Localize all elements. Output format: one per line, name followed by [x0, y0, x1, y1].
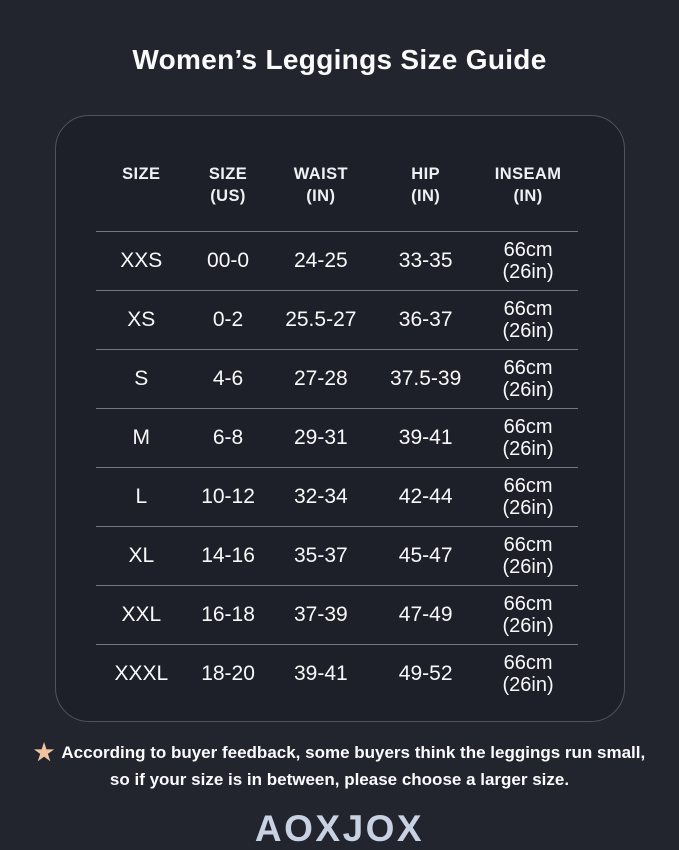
cell-inseam: 66cm (26in) — [502, 592, 554, 637]
table-header-row — [96, 116, 578, 232]
cell-inseam: 66cm (26in) — [502, 238, 554, 283]
cell-waist: 37-39 — [293, 603, 348, 626]
cell-inseam: 66cm (26in) — [502, 651, 554, 696]
page-title: Women’s Leggings Size Guide — [132, 44, 547, 75]
cell-size-us: 0-2 — [212, 308, 244, 331]
cell-size: XL — [128, 544, 155, 567]
cell-inseam: 66cm (26in) — [502, 533, 554, 578]
column-header-size-us: SIZE (US) — [208, 165, 248, 206]
table-row — [96, 232, 578, 291]
column-header-size: SIZE — [122, 165, 161, 183]
cell-size: XXS — [120, 249, 163, 272]
cell-waist: 35-37 — [293, 544, 348, 567]
column-header-waist: WAIST (IN) — [293, 165, 348, 206]
cell-waist: 32-34 — [293, 485, 348, 508]
table-row — [96, 291, 578, 350]
cell-waist: 24-25 — [293, 249, 348, 272]
size-guide-panel — [55, 115, 625, 722]
cell-size: S — [134, 367, 149, 390]
cell-hip: 45-47 — [398, 544, 453, 567]
cell-hip: 42-44 — [398, 485, 453, 508]
table-row — [96, 468, 578, 527]
cell-hip: 49-52 — [398, 662, 453, 685]
cell-size-us: 4-6 — [212, 367, 244, 390]
cell-waist: 39-41 — [293, 662, 348, 685]
column-header-hip: HIP (IN) — [411, 165, 441, 206]
table-row — [96, 586, 578, 645]
table-row — [96, 645, 578, 703]
cell-size: XXXL — [114, 662, 169, 685]
cell-hip: 37.5-39 — [390, 367, 462, 390]
cell-hip: 39-41 — [398, 426, 453, 449]
cell-inseam: 66cm (26in) — [502, 415, 554, 460]
table-row — [96, 409, 578, 468]
cell-inseam: 66cm (26in) — [502, 356, 554, 401]
cell-size-us: 18-20 — [201, 662, 255, 685]
cell-size: M — [132, 426, 151, 449]
cell-hip: 33-35 — [398, 249, 453, 272]
note-text: According to buyer feedback, some buyers think the leggings run small, so if your size is in between, please choose a larger size. — [61, 743, 646, 789]
column-header-inseam: INSEAM (IN) — [494, 165, 562, 206]
cell-size-us: 14-16 — [201, 544, 255, 567]
table-row — [96, 527, 578, 586]
cell-hip: 47-49 — [398, 603, 453, 626]
table-row — [96, 350, 578, 409]
cell-size: XXL — [121, 603, 162, 626]
cell-size-us: 16-18 — [201, 603, 255, 626]
cell-size-us: 6-8 — [212, 426, 244, 449]
cell-size: L — [135, 485, 148, 508]
cell-size-us: 00-0 — [207, 249, 250, 272]
cell-waist: 29-31 — [293, 426, 348, 449]
cell-waist: 25.5-27 — [285, 308, 357, 331]
size-table — [96, 116, 578, 703]
cell-inseam: 66cm (26in) — [502, 297, 554, 342]
brand-logo: AOXJOX — [254, 807, 425, 849]
cell-inseam: 66cm (26in) — [502, 474, 554, 519]
cell-size: XS — [127, 308, 156, 331]
feedback-note: ★ According to buyer feedback, some buyers think the leggings run small, so if your size is in between, please choose a larger size. — [33, 739, 646, 789]
cell-waist: 27-28 — [293, 367, 348, 390]
cell-hip: 36-37 — [398, 308, 453, 331]
cell-size-us: 10-12 — [201, 485, 255, 508]
